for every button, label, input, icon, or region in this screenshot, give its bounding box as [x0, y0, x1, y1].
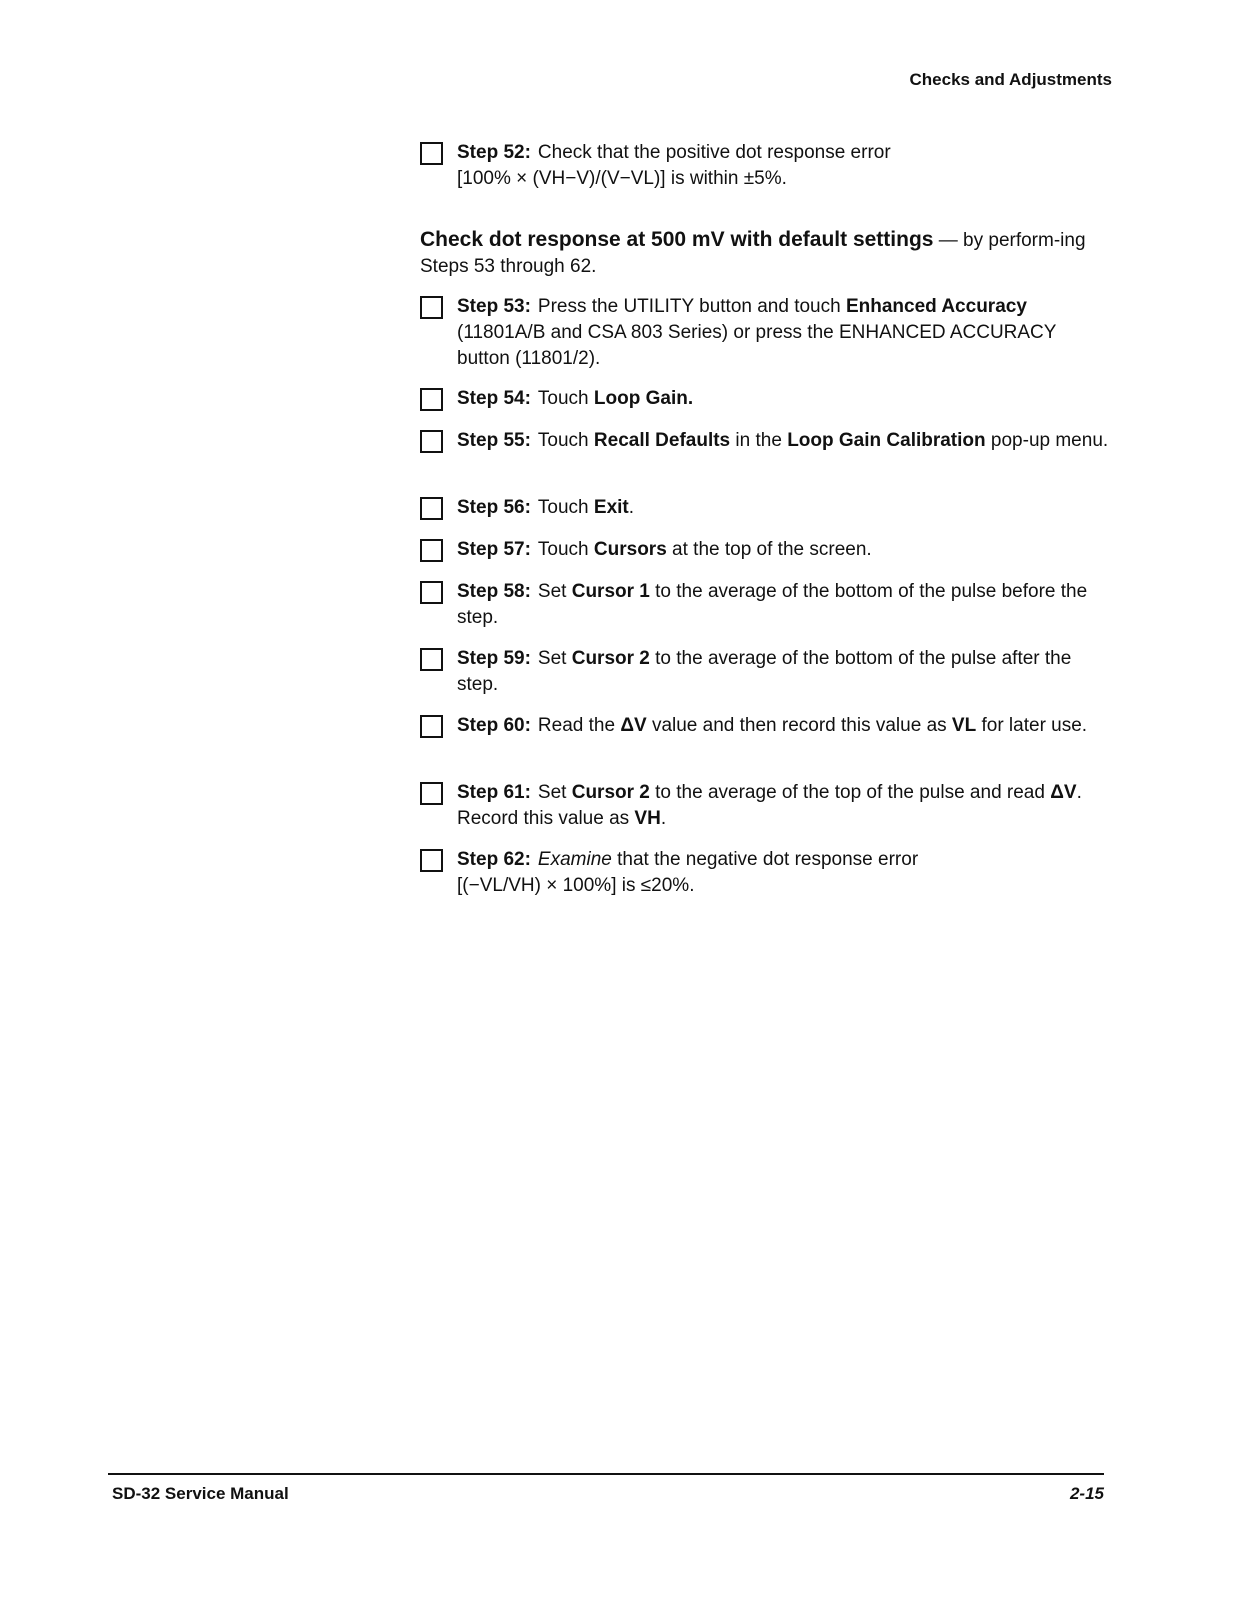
step-label: Step 52:	[457, 142, 531, 163]
step-text: .	[628, 497, 635, 518]
step-58-checkbox[interactable]	[420, 581, 443, 604]
step-label: Step 60:	[457, 715, 531, 736]
step-bold-text: Loop Gain.	[593, 388, 694, 409]
step-label: Step 57:	[457, 539, 531, 560]
step-text: Read the	[537, 715, 621, 736]
step-60	[420, 713, 1112, 739]
step-text: in the	[730, 430, 788, 451]
step-58	[420, 579, 1122, 631]
step-59	[420, 646, 1117, 698]
step-bold-text: Enhanced Accuracy	[845, 296, 1027, 317]
step-59-checkbox[interactable]	[420, 648, 443, 671]
step-54-checkbox[interactable]	[420, 388, 443, 411]
section-heading	[420, 227, 1090, 280]
step-text: at the top of the screen.	[666, 539, 872, 560]
step-label: Step 54:	[457, 388, 531, 409]
footer-manual-title: SD-32 Service Manual	[112, 1484, 289, 1503]
step-text: Check that the positive dot response error	[537, 142, 891, 163]
step-formula: [100% × (VH−V)/(V−VL)] is within ±5%.	[457, 168, 787, 189]
step-text: Touch	[537, 388, 594, 409]
step-bold-text: VH	[634, 808, 661, 829]
step-52-checkbox[interactable]	[420, 142, 443, 165]
step-bold-text: ΔV	[1050, 782, 1077, 803]
step-57-checkbox[interactable]	[420, 539, 443, 562]
step-bold-text: Loop Gain Calibration	[787, 430, 986, 451]
step-57	[420, 537, 872, 563]
step-text: Set	[537, 782, 572, 803]
step-text: that the negative dot response error	[611, 849, 919, 870]
step-text: value and then record this value as	[646, 715, 952, 736]
step-text: for later use.	[976, 715, 1088, 736]
step-label: Step 62:	[457, 849, 531, 870]
step-62-checkbox[interactable]	[420, 849, 443, 872]
step-text: Touch	[537, 539, 594, 560]
running-header: Checks and Adjustments	[909, 70, 1112, 89]
step-label: Step 56:	[457, 497, 531, 518]
step-formula: [(−VL/VH) × 100%] is ≤20%.	[457, 875, 695, 896]
step-text: to the average of the top of the pulse and read	[649, 782, 1051, 803]
step-italic-text: Examine	[537, 849, 612, 870]
step-60-checkbox[interactable]	[420, 715, 443, 738]
step-text: .	[660, 808, 667, 829]
step-53	[420, 294, 1110, 372]
footer-page-number: 2-15	[1069, 1484, 1104, 1503]
step-label: Step 58:	[457, 581, 531, 602]
step-bold-text: Recall Defaults	[593, 430, 731, 451]
step-label: Step 61:	[457, 782, 531, 803]
step-label: Step 59:	[457, 648, 531, 669]
section-heading-bold: Check dot response at 500 mV with default settings	[420, 228, 934, 251]
step-bold-text: Cursor 1	[571, 581, 650, 602]
step-text: Set	[537, 581, 572, 602]
step-text: to the average of the bottom of the pulse before the step.	[457, 581, 1088, 628]
step-bold-text: ΔV	[620, 715, 647, 736]
step-text: Touch	[537, 497, 594, 518]
step-61	[420, 780, 1117, 832]
step-bold-text: VL	[951, 715, 977, 736]
step-bold-text: Cursor 2	[571, 782, 650, 803]
step-62	[420, 847, 918, 899]
step-text: (11801A/B and CSA 803 Series) or press the ENHANCED ACCURACY button (11801/2).	[457, 322, 1057, 369]
step-text: Set	[537, 648, 572, 669]
step-bold-text: Exit	[593, 497, 629, 518]
step-bold-text: Cursors	[593, 539, 667, 560]
step-54	[420, 386, 693, 412]
step-text: to the average of the bottom of the pulse after the step.	[457, 648, 1072, 695]
step-text: Touch	[537, 430, 594, 451]
step-text: . Record this value as	[457, 782, 1082, 829]
section-heading-tail: — by perform-ing Steps 53 through 62.	[420, 230, 1086, 277]
step-label: Step 53:	[457, 296, 531, 317]
step-53-checkbox[interactable]	[420, 296, 443, 319]
step-text: Press the UTILITY button and touch	[537, 296, 846, 317]
step-56-checkbox[interactable]	[420, 497, 443, 520]
footer-rule	[108, 1473, 1104, 1475]
step-text: pop-up menu.	[985, 430, 1109, 451]
step-52	[420, 140, 891, 192]
step-bold-text: Cursor 2	[571, 648, 650, 669]
step-56	[420, 495, 634, 521]
step-label: Step 55:	[457, 430, 531, 451]
step-55	[420, 428, 1117, 454]
step-55-checkbox[interactable]	[420, 430, 443, 453]
step-61-checkbox[interactable]	[420, 782, 443, 805]
